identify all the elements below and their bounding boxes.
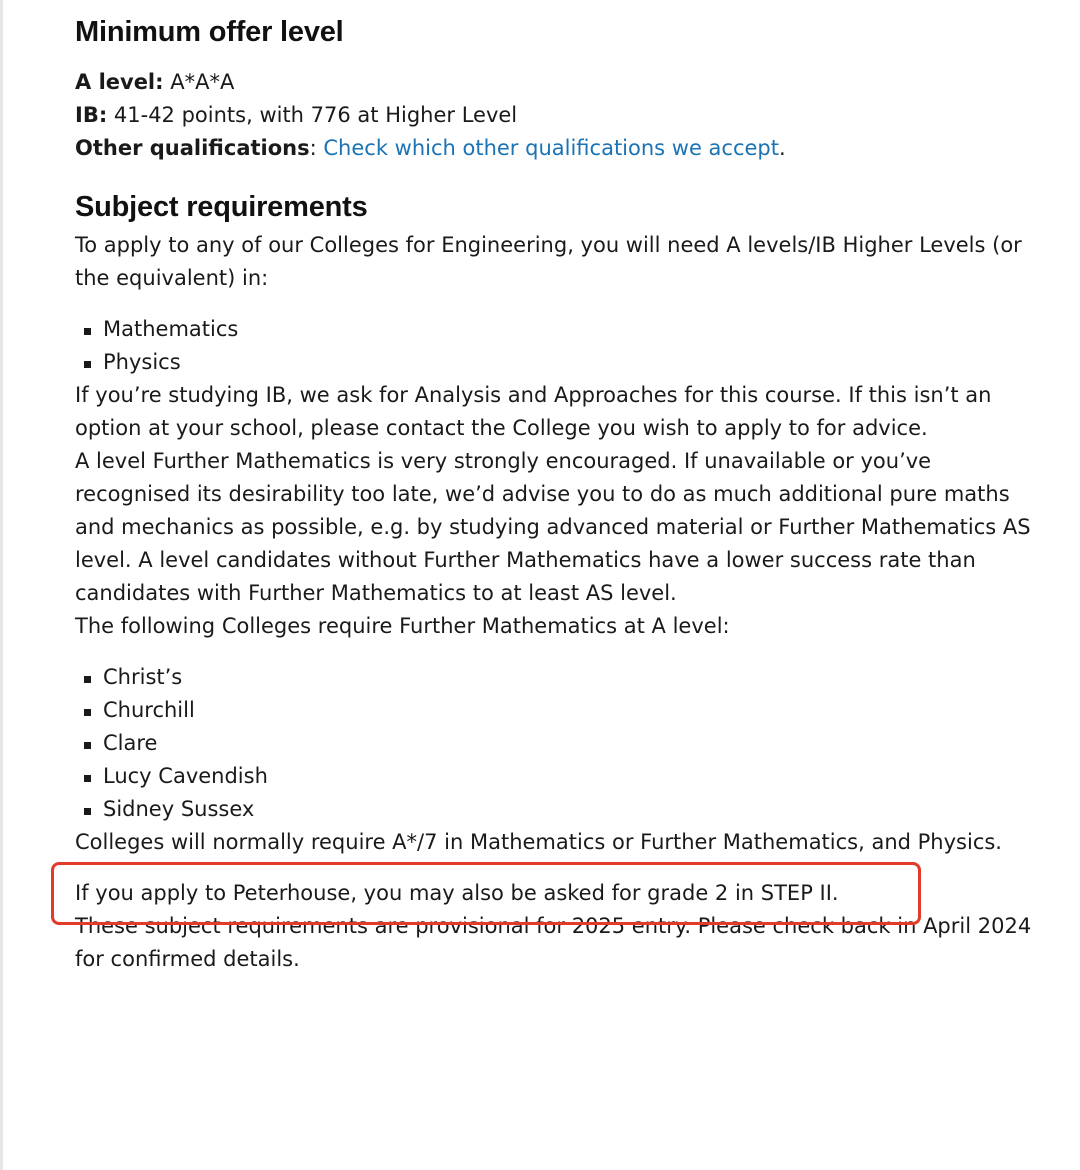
list-item: [75, 793, 1035, 826]
bullet-icon: [84, 775, 91, 782]
colleges-list: [75, 661, 1035, 826]
list-item: [75, 694, 1035, 727]
college-sidney-sussex: Sidney Sussex: [103, 797, 255, 821]
offer-levels: [75, 66, 1035, 165]
required-subjects-list: [75, 313, 1035, 379]
subject-intro-text: To apply to any of our Colleges for Engineering, you will need A levels/IB Higher Levels (or the equivalent) in:: [75, 233, 1022, 290]
provisional-note-text: These subject requirements are provisional for 2025 entry. Please check back in April 2024 for confirmed details.: [75, 914, 1032, 971]
ib-label: IB:: [75, 103, 108, 127]
further-maths-note-text: A level Further Mathematics is very strongly encouraged. If unavailable or you’ve recognised its desirability too late, we’d advise you to do as much additional pure maths and mechanics as possible, e.g. by studying advanced material or Further Mathematics AS level. A level candidates without Further Mathematics have a lower success rate than candidates with Further Mathematics to at least AS level.: [75, 449, 1031, 605]
list-item: [75, 313, 1035, 346]
college-clare: Clare: [103, 731, 158, 755]
list-item: [75, 661, 1035, 694]
ib-line: [75, 99, 1035, 132]
bullet-icon: [84, 808, 91, 815]
red-highlight-box: [51, 862, 921, 925]
minimum-offer-heading: Minimum offer level: [75, 16, 344, 48]
subject-requirements-heading: Subject requirements: [75, 191, 368, 223]
peterhouse-note-text: If you apply to Peterhouse, you may also be asked for grade 2 in STEP II.: [75, 881, 839, 905]
peterhouse-note-highlight: [75, 877, 1035, 910]
ib-value: 41-42 points, with 776 at Higher Level: [107, 103, 518, 127]
colleges-intro-text: The following Colleges require Further Mathematics at A level:: [75, 614, 730, 638]
bullet-icon: [84, 361, 91, 368]
other-qualifications-separator: :: [309, 136, 324, 160]
list-item: [75, 760, 1035, 793]
required-subject-mathematics: Mathematics: [103, 317, 239, 341]
college-lucy-cavendish: Lucy Cavendish: [103, 764, 268, 788]
a-level-line: [75, 66, 1035, 99]
list-item: [75, 346, 1035, 379]
ib-note-text: If you’re studying IB, we ask for Analysis and Approaches for this course. If this isn’t an option at your school, please contact the College you wish to apply to for advice.: [75, 383, 992, 440]
other-qualifications-link[interactable]: Check which other qualifications we accept: [323, 136, 779, 160]
bullet-icon: [84, 742, 91, 749]
other-qualifications-label: Other qualifications: [75, 136, 310, 160]
list-item: [75, 727, 1035, 760]
a-level-value: A*A*A: [163, 70, 235, 94]
course-requirements-content: [75, 10, 1035, 976]
required-subject-physics: Physics: [103, 350, 181, 374]
a-level-label: A level:: [75, 70, 164, 94]
page-left-border: [0, 0, 3, 1170]
college-churchill: Churchill: [103, 698, 195, 722]
bullet-icon: [84, 676, 91, 683]
other-qualifications-end: .: [779, 136, 786, 160]
bullet-icon: [84, 328, 91, 335]
college-christs: Christ’s: [103, 665, 183, 689]
grade-note-text: Colleges will normally require A*/7 in Mathematics or Further Mathematics, and Physics.: [75, 830, 1002, 854]
other-qualifications-line: [75, 132, 1035, 165]
bullet-icon: [84, 709, 91, 716]
